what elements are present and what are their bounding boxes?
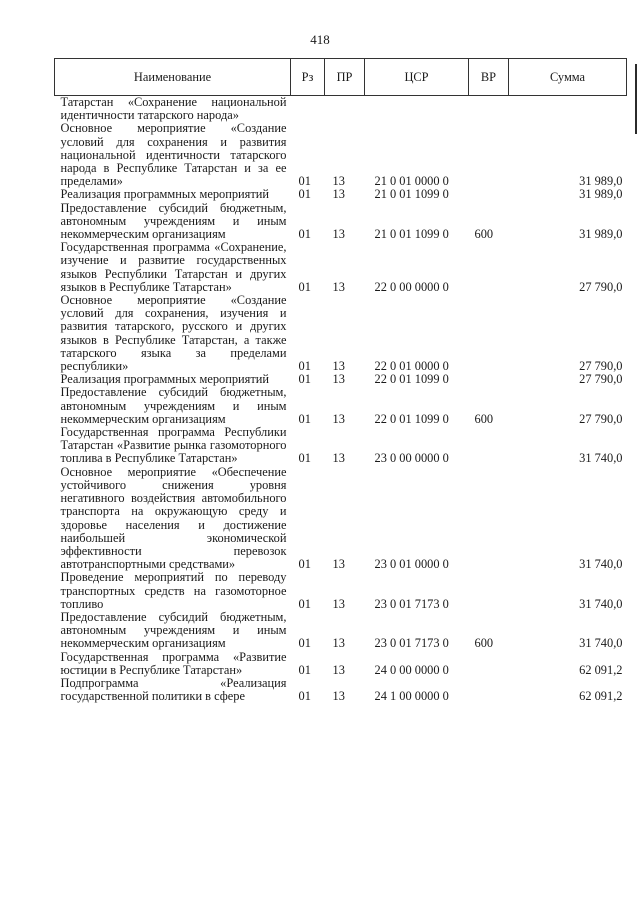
row-rz <box>291 96 325 123</box>
table-row <box>55 241 627 294</box>
row-name: Проведение мероприятий по переводу транспортных средств на газомоторное топливо <box>60 570 287 611</box>
row-sum <box>509 96 627 123</box>
row-name: Государственная программа Республики Татарстан «Развитие рынка газомоторного топлива в Республике Татарстан» <box>60 425 287 466</box>
table-header <box>55 59 627 96</box>
row-rz: 01 <box>298 596 311 611</box>
row-name: Государственная программа «Развитие юстиции в Республике Татарстан» <box>60 649 287 677</box>
row-csr: 23 0 00 0000 0 <box>374 451 449 466</box>
row-csr: 23 0 01 0000 0 <box>374 557 449 572</box>
row-sum: 31 989,0 <box>579 174 623 189</box>
row-vr <box>469 373 509 386</box>
table-row <box>55 677 627 703</box>
table-row <box>55 122 627 188</box>
row-pr: 13 <box>332 187 345 202</box>
row-csr: 21 0 01 0000 0 <box>374 174 449 189</box>
row-pr: 13 <box>332 557 345 572</box>
row-csr: 21 0 01 1099 0 <box>374 187 449 202</box>
row-pr: 13 <box>332 689 345 704</box>
row-vr: 600 <box>474 411 494 426</box>
row-name: Основное мероприятие «Обеспечение устойчивого снижения уровня негативного воздействия автомобильного транспорта на окружающую среду и здоровье населения и достижение наибольшей экономической эффективности перевозок автотранспортными средствами» <box>60 464 287 572</box>
header-sum: Сумма <box>509 59 627 96</box>
table-row <box>55 426 627 466</box>
table-row <box>55 611 627 651</box>
header-rz: Рз <box>291 59 325 96</box>
header-csr: ЦСР <box>365 59 469 96</box>
row-rz: 01 <box>298 557 311 572</box>
row-name: Реализация программных мероприятий <box>60 187 270 202</box>
row-rz: 01 <box>298 411 311 426</box>
header-vr: ВР <box>469 59 509 96</box>
row-pr: 13 <box>332 279 345 294</box>
row-rz: 01 <box>298 227 311 242</box>
row-name: Предоставление субсидий бюджетным, автономным учреждениям и иным некоммерческим организациям <box>60 385 287 426</box>
row-pr: 13 <box>332 372 345 387</box>
row-csr: 22 0 01 1099 0 <box>374 411 449 426</box>
row-csr <box>365 96 469 123</box>
row-vr <box>469 677 509 703</box>
row-rz: 01 <box>298 451 311 466</box>
budget-table-container <box>54 58 626 703</box>
row-pr <box>325 96 365 123</box>
row-sum: 27 790,0 <box>579 359 623 374</box>
row-rz: 01 <box>298 662 311 677</box>
row-csr: 23 0 01 7173 0 <box>374 596 449 611</box>
row-rz: 01 <box>298 359 311 374</box>
row-sum: 62 091,2 <box>579 662 623 677</box>
row-sum: 31 740,0 <box>579 636 623 651</box>
table-row <box>55 188 627 201</box>
row-vr <box>469 426 509 466</box>
row-vr <box>469 241 509 294</box>
table-row <box>55 96 627 123</box>
row-sum: 62 091,2 <box>579 689 623 704</box>
row-sum: 31 989,0 <box>579 187 623 202</box>
table-row <box>55 294 627 373</box>
row-csr: 21 0 01 1099 0 <box>374 227 449 242</box>
row-sum: 31 740,0 <box>579 451 623 466</box>
row-rz: 01 <box>298 689 311 704</box>
row-vr <box>469 571 509 611</box>
row-pr: 13 <box>332 451 345 466</box>
row-vr <box>469 188 509 201</box>
row-csr: 24 0 00 0000 0 <box>374 662 449 677</box>
row-pr: 13 <box>332 636 345 651</box>
row-rz: 01 <box>298 187 311 202</box>
row-pr: 13 <box>332 411 345 426</box>
row-csr: 22 0 01 1099 0 <box>374 372 449 387</box>
row-csr: 24 1 00 0000 0 <box>374 689 449 704</box>
row-sum: 27 790,0 <box>579 372 623 387</box>
row-sum: 27 790,0 <box>579 411 623 426</box>
table-row <box>55 571 627 611</box>
row-vr <box>469 122 509 188</box>
row-sum: 31 989,0 <box>579 227 623 242</box>
row-name: Реализация программных мероприятий <box>60 372 270 387</box>
row-vr <box>469 466 509 572</box>
row-sum: 27 790,0 <box>579 279 623 294</box>
row-sum: 31 740,0 <box>579 596 623 611</box>
row-sum: 31 740,0 <box>579 557 623 572</box>
header-pr: ПР <box>325 59 365 96</box>
table-row <box>55 651 627 677</box>
table-row <box>55 386 627 426</box>
row-vr <box>469 96 509 123</box>
scan-edge-mark <box>635 64 637 134</box>
row-name: Основное мероприятие «Создание условий для сохранения и развития национальной идентичности татарского народа в Республике Татарстан и за ее пределами» <box>60 121 287 189</box>
row-vr <box>469 651 509 677</box>
row-csr: 22 0 01 0000 0 <box>374 359 449 374</box>
row-vr: 600 <box>474 227 494 242</box>
header-name: Наименование <box>55 59 291 96</box>
row-vr: 600 <box>474 636 494 651</box>
table-row <box>55 202 627 242</box>
row-vr <box>469 294 509 373</box>
row-pr: 13 <box>332 359 345 374</box>
row-pr: 13 <box>332 662 345 677</box>
row-name: Подпрограмма «Реализация государственной политики в сфере <box>60 675 287 704</box>
row-rz: 01 <box>298 636 311 651</box>
row-name: Татарстан «Сохранение национальной идентичности татарского народа» <box>60 95 287 123</box>
row-csr: 22 0 00 0000 0 <box>374 279 449 294</box>
row-name: Государственная программа «Сохранение, изучение и развитие государственных языков Республики Татарстан и других языков в Республике Татарстан» <box>60 240 287 294</box>
row-rz: 01 <box>298 174 311 189</box>
row-name: Предоставление субсидий бюджетным, автономным учреждениям и иным некоммерческим организациям <box>60 609 287 651</box>
budget-table <box>54 58 627 703</box>
table-row <box>55 466 627 572</box>
row-rz: 01 <box>298 372 311 387</box>
row-csr: 23 0 01 7173 0 <box>374 636 449 651</box>
row-pr: 13 <box>332 596 345 611</box>
page-number: 418 <box>310 32 330 47</box>
row-pr: 13 <box>332 227 345 242</box>
row-name: Основное мероприятие «Создание условий для сохранения, изучения и развития татарского, русского и других языков в Республике Татарстан, а также татарского языка за пределами республики» <box>60 293 287 374</box>
table-body <box>55 96 627 704</box>
row-pr: 13 <box>332 174 345 189</box>
row-rz: 01 <box>298 279 311 294</box>
row-name: Предоставление субсидий бюджетным, автономным учреждениям и иным некоммерческим организациям <box>60 200 287 242</box>
